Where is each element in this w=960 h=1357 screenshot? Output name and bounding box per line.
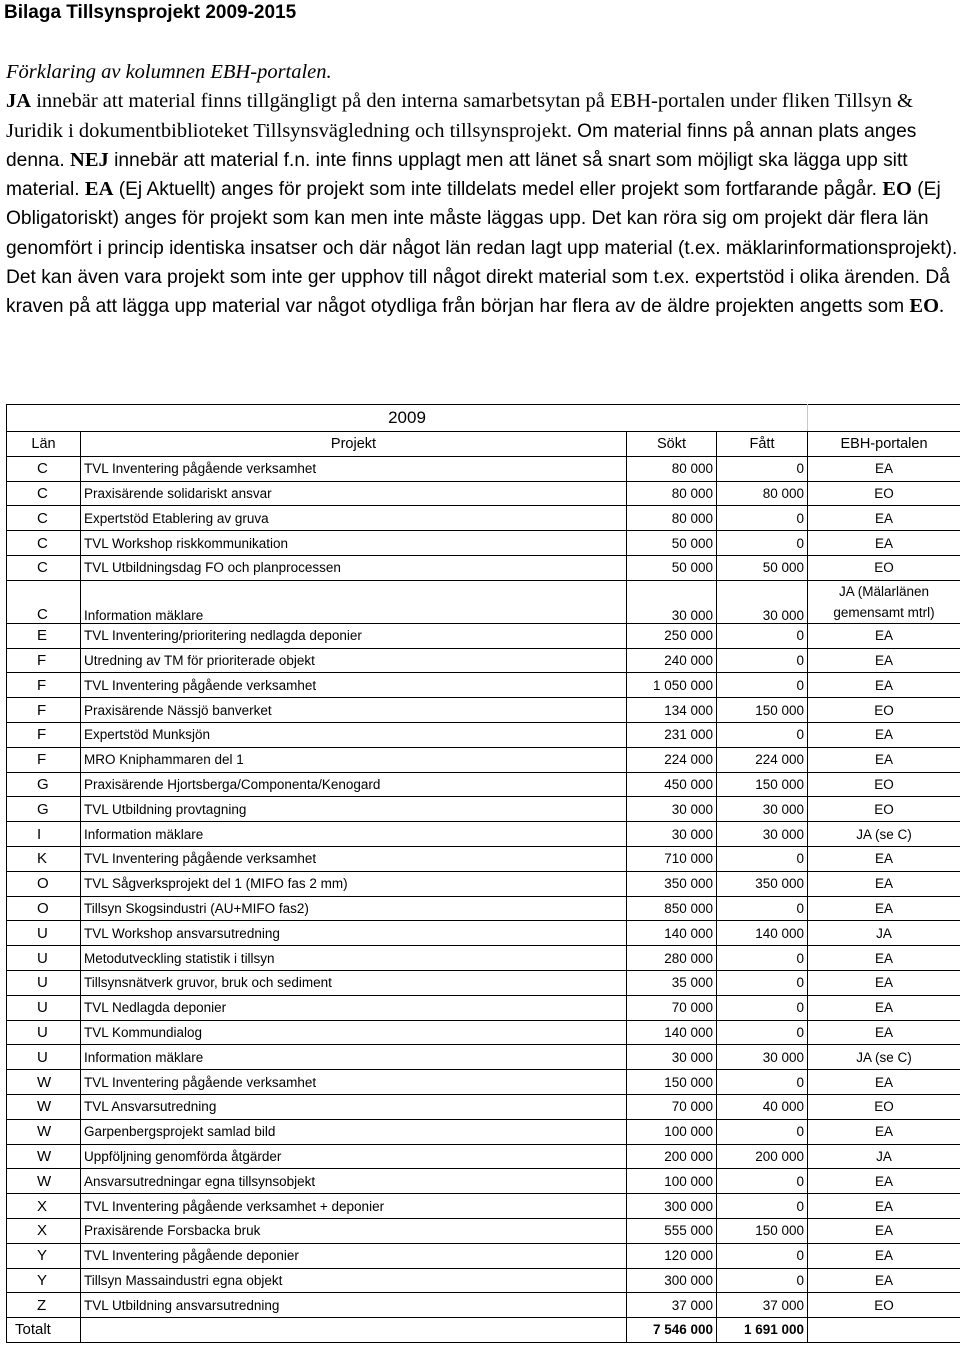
cell-projekt: TVL Ansvarsutredning bbox=[81, 1094, 627, 1119]
cell-lan: W bbox=[7, 1094, 81, 1119]
table-row bbox=[7, 747, 960, 772]
cell-lan: C bbox=[7, 506, 81, 531]
table-row bbox=[7, 481, 960, 506]
cell-sokt: 70 000 bbox=[627, 1094, 717, 1119]
table-row bbox=[7, 580, 960, 623]
cell-lan: I bbox=[7, 822, 81, 847]
table-row bbox=[7, 506, 960, 531]
cell-projekt: Garpenbergsprojekt samlad bild bbox=[81, 1119, 627, 1144]
cell-fatt: 30 000 bbox=[717, 1045, 808, 1070]
cell-projekt: TVL Inventering pågående verksamhet bbox=[81, 846, 627, 871]
table-row bbox=[7, 1243, 960, 1268]
cell-fatt: 0 bbox=[717, 673, 808, 698]
cell-lan: G bbox=[7, 797, 81, 822]
cell-lan: U bbox=[7, 921, 81, 946]
cell-lan: C bbox=[7, 456, 81, 481]
cell-projekt: Information mäklare bbox=[81, 822, 627, 847]
table-row bbox=[7, 1293, 960, 1318]
cell-sokt: 30 000 bbox=[627, 1045, 717, 1070]
total-sokt: 7 546 000 bbox=[627, 1318, 717, 1343]
cell-fatt: 0 bbox=[717, 1070, 808, 1095]
cell-lan: F bbox=[7, 722, 81, 747]
cell-ebh: EA bbox=[808, 896, 960, 921]
cell-projekt: TVL Inventering pågående verksamhet + deponier bbox=[81, 1194, 627, 1219]
cell-fatt: 30 000 bbox=[717, 797, 808, 822]
cell-projekt: TVL Inventering pågående verksamhet bbox=[81, 456, 627, 481]
cell-sokt: 555 000 bbox=[627, 1218, 717, 1243]
table-row bbox=[7, 921, 960, 946]
cell-projekt: Praxisärende Forsbacka bruk bbox=[81, 1218, 627, 1243]
cell-ebh: EA bbox=[808, 747, 960, 772]
cell-ebh: EA bbox=[808, 648, 960, 673]
cell-sokt: 140 000 bbox=[627, 921, 717, 946]
cell-fatt: 0 bbox=[717, 722, 808, 747]
cell-ebh: EA bbox=[808, 1243, 960, 1268]
year-row bbox=[7, 405, 960, 432]
cell-lan: C bbox=[7, 531, 81, 556]
total-blank-cell bbox=[81, 1318, 627, 1343]
cell-projekt: Tillsynsnätverk gruvor, bruk och sediment bbox=[81, 970, 627, 995]
projects-table bbox=[6, 404, 960, 1343]
cell-ebh: JA (se C) bbox=[808, 1045, 960, 1070]
explanation-text: innebär att material finns tillgängligt på den interna samarbetsytan på EBH-portalen under fliken Tillsyn & Juridik i dokumentbiblioteket Tillsynsvägledning och tillsynsprojekt. bbox=[6, 90, 913, 142]
cell-sokt: 35 000 bbox=[627, 970, 717, 995]
cell-lan: F bbox=[7, 747, 81, 772]
total-fatt: 1 691 000 bbox=[717, 1318, 808, 1343]
cell-lan: X bbox=[7, 1194, 81, 1219]
total-label: Totalt bbox=[7, 1318, 81, 1343]
cell-lan: C bbox=[7, 481, 81, 506]
table-row bbox=[7, 1094, 960, 1119]
cell-ebh: EO bbox=[808, 797, 960, 822]
cell-projekt: MRO Kniphammaren del 1 bbox=[81, 747, 627, 772]
cell-ebh: JA bbox=[808, 1144, 960, 1169]
cell-fatt: 50 000 bbox=[717, 555, 808, 580]
cell-fatt: 0 bbox=[717, 531, 808, 556]
cell-projekt: TVL Utbildning ansvarsutredning bbox=[81, 1293, 627, 1318]
cell-sokt: 50 000 bbox=[627, 531, 717, 556]
cell-sokt: 100 000 bbox=[627, 1119, 717, 1144]
cell-sokt: 100 000 bbox=[627, 1169, 717, 1194]
explanation-paragraph bbox=[6, 58, 958, 322]
total-row bbox=[7, 1318, 960, 1343]
cell-fatt: 200 000 bbox=[717, 1144, 808, 1169]
table-row bbox=[7, 772, 960, 797]
cell-projekt: Praxisärende Nässjö banverket bbox=[81, 698, 627, 723]
table-row bbox=[7, 1268, 960, 1293]
cell-lan: W bbox=[7, 1144, 81, 1169]
cell-fatt: 0 bbox=[717, 995, 808, 1020]
table-row bbox=[7, 1070, 960, 1095]
cell-sokt: 30 000 bbox=[627, 822, 717, 847]
cell-ebh: EA bbox=[808, 1070, 960, 1095]
cell-projekt: Praxisärende solidariskt ansvar bbox=[81, 481, 627, 506]
cell-lan: F bbox=[7, 648, 81, 673]
cell-lan: E bbox=[7, 623, 81, 648]
table-year: 2009 bbox=[7, 405, 808, 432]
cell-ebh: EA bbox=[808, 722, 960, 747]
cell-lan: O bbox=[7, 896, 81, 921]
cell-sokt: 80 000 bbox=[627, 481, 717, 506]
cell-lan: C bbox=[7, 580, 81, 623]
cell-sokt: 300 000 bbox=[627, 1194, 717, 1219]
cell-fatt: 224 000 bbox=[717, 747, 808, 772]
cell-sokt: 70 000 bbox=[627, 995, 717, 1020]
cell-lan: U bbox=[7, 946, 81, 971]
table-row bbox=[7, 698, 960, 723]
cell-sokt: 450 000 bbox=[627, 772, 717, 797]
table-body bbox=[7, 456, 960, 1317]
table-row bbox=[7, 797, 960, 822]
explanation-text: . bbox=[939, 295, 945, 318]
cell-projekt: Expertstöd Munksjön bbox=[81, 722, 627, 747]
explanation-text: innebär att material f.n. inte finns upplagt men att länet så snart som möjligt ska lägga upp sitt material. bbox=[6, 149, 908, 201]
cell-projekt: Ansvarsutredningar egna tillsynsobjekt bbox=[81, 1169, 627, 1194]
keyword-term: JA bbox=[6, 90, 32, 113]
table-row bbox=[7, 995, 960, 1020]
cell-ebh: EO bbox=[808, 698, 960, 723]
cell-sokt: 350 000 bbox=[627, 871, 717, 896]
cell-fatt: 0 bbox=[717, 456, 808, 481]
cell-projekt: TVL Workshop riskkommunikation bbox=[81, 531, 627, 556]
cell-lan: U bbox=[7, 1045, 81, 1070]
cell-sokt: 224 000 bbox=[627, 747, 717, 772]
table-row bbox=[7, 1169, 960, 1194]
cell-fatt: 0 bbox=[717, 506, 808, 531]
col-header-projekt: Projekt bbox=[81, 432, 627, 457]
cell-projekt: TVL Workshop ansvarsutredning bbox=[81, 921, 627, 946]
cell-projekt: Metodutveckling statistik i tillsyn bbox=[81, 946, 627, 971]
cell-lan: Y bbox=[7, 1268, 81, 1293]
cell-sokt: 231 000 bbox=[627, 722, 717, 747]
cell-lan: Z bbox=[7, 1293, 81, 1318]
table-row bbox=[7, 822, 960, 847]
cell-projekt: TVL Inventering/prioritering nedlagda deponier bbox=[81, 623, 627, 648]
explanation-text: (Ej Obligatoriskt) anges för projekt som kan men inte måste läggas upp. Det kan röra sig om projekt där flera län genomfört i princip identiska insatser och där något län redan lagt upp material (t.ex. mäklarinformationsprojekt). Det kan även vara projekt som inte ger upphov till något direkt material som t.ex. expertstöd i olika ärenden. Då kraven på att lägga upp material var något otydliga från början har flera av de äldre projekten angetts som bbox=[6, 179, 958, 318]
cell-projekt: Information mäklare bbox=[81, 580, 627, 623]
cell-fatt: 140 000 bbox=[717, 921, 808, 946]
cell-fatt: 37 000 bbox=[717, 1293, 808, 1318]
keyword-term: NEJ bbox=[70, 148, 109, 171]
cell-lan: G bbox=[7, 772, 81, 797]
table-row bbox=[7, 623, 960, 648]
cell-fatt: 0 bbox=[717, 846, 808, 871]
header-row bbox=[7, 432, 960, 457]
cell-lan: W bbox=[7, 1070, 81, 1095]
cell-ebh: EA bbox=[808, 871, 960, 896]
cell-lan: U bbox=[7, 995, 81, 1020]
total-ebh-cell bbox=[808, 1318, 960, 1343]
cell-fatt: 350 000 bbox=[717, 871, 808, 896]
cell-projekt: Praxisärende Hjortsberga/Componenta/Kenogard bbox=[81, 772, 627, 797]
cell-fatt: 80 000 bbox=[717, 481, 808, 506]
cell-ebh: EA bbox=[808, 1119, 960, 1144]
cell-fatt: 30 000 bbox=[717, 580, 808, 623]
cell-lan: U bbox=[7, 970, 81, 995]
cell-projekt: TVL Inventering pågående deponier bbox=[81, 1243, 627, 1268]
cell-ebh: JA (se C) bbox=[808, 822, 960, 847]
cell-ebh: EA bbox=[808, 1268, 960, 1293]
cell-sokt: 50 000 bbox=[627, 555, 717, 580]
keyword-term: EO bbox=[909, 295, 940, 318]
explanation-text: Om material finns på annan plats anges denna. bbox=[6, 120, 917, 171]
cell-fatt: 30 000 bbox=[717, 822, 808, 847]
cell-lan: K bbox=[7, 846, 81, 871]
cell-projekt: Utredning av TM för prioriterade objekt bbox=[81, 648, 627, 673]
cell-sokt: 80 000 bbox=[627, 456, 717, 481]
cell-ebh: EA bbox=[808, 531, 960, 556]
cell-fatt: 0 bbox=[717, 1169, 808, 1194]
cell-fatt: 0 bbox=[717, 1020, 808, 1045]
cell-fatt: 0 bbox=[717, 970, 808, 995]
cell-ebh: EA bbox=[808, 995, 960, 1020]
table-row bbox=[7, 970, 960, 995]
cell-ebh: EA bbox=[808, 946, 960, 971]
cell-sokt: 80 000 bbox=[627, 506, 717, 531]
cell-fatt: 0 bbox=[717, 648, 808, 673]
table-row bbox=[7, 846, 960, 871]
col-header-fatt: Fått bbox=[717, 432, 808, 457]
year-row-blank-cell bbox=[808, 405, 960, 432]
cell-lan: W bbox=[7, 1169, 81, 1194]
table-row bbox=[7, 1218, 960, 1243]
explanation-text: (Ej Aktuellt) anges för projekt som inte tilldelats medel eller projekt som fortfarande pågår. bbox=[113, 179, 883, 201]
cell-lan: F bbox=[7, 698, 81, 723]
table-row bbox=[7, 648, 960, 673]
cell-sokt: 37 000 bbox=[627, 1293, 717, 1318]
cell-fatt: 0 bbox=[717, 1119, 808, 1144]
table-row bbox=[7, 531, 960, 556]
cell-ebh: EA bbox=[808, 1169, 960, 1194]
cell-ebh: JA bbox=[808, 921, 960, 946]
cell-projekt: TVL Inventering pågående verksamhet bbox=[81, 1070, 627, 1095]
cell-ebh: EO bbox=[808, 1094, 960, 1119]
cell-ebh: EA bbox=[808, 970, 960, 995]
cell-sokt: 250 000 bbox=[627, 623, 717, 648]
cell-ebh: EO bbox=[808, 1293, 960, 1318]
cell-projekt: Expertstöd Etablering av gruva bbox=[81, 506, 627, 531]
cell-fatt: 150 000 bbox=[717, 1218, 808, 1243]
cell-ebh: EA bbox=[808, 673, 960, 698]
col-header-sokt: Sökt bbox=[627, 432, 717, 457]
col-header-lan: Län bbox=[7, 432, 81, 457]
table-row bbox=[7, 896, 960, 921]
cell-sokt: 120 000 bbox=[627, 1243, 717, 1268]
cell-sokt: 150 000 bbox=[627, 1070, 717, 1095]
cell-sokt: 850 000 bbox=[627, 896, 717, 921]
cell-ebh: EA bbox=[808, 506, 960, 531]
table-row bbox=[7, 1119, 960, 1144]
page-title: Bilaga Tillsynsprojekt 2009-2015 bbox=[4, 2, 297, 23]
table-row bbox=[7, 722, 960, 747]
cell-fatt: 0 bbox=[717, 1268, 808, 1293]
table-row bbox=[7, 456, 960, 481]
cell-ebh: EA bbox=[808, 846, 960, 871]
cell-projekt: TVL Nedlagda deponier bbox=[81, 995, 627, 1020]
explanation-heading: Förklaring av kolumnen EBH-portalen. bbox=[6, 61, 332, 83]
cell-ebh: EO bbox=[808, 481, 960, 506]
cell-sokt: 1 050 000 bbox=[627, 673, 717, 698]
cell-projekt: TVL Kommundialog bbox=[81, 1020, 627, 1045]
cell-sokt: 710 000 bbox=[627, 846, 717, 871]
cell-lan: X bbox=[7, 1218, 81, 1243]
cell-ebh: EA bbox=[808, 1020, 960, 1045]
cell-sokt: 200 000 bbox=[627, 1144, 717, 1169]
cell-fatt: 150 000 bbox=[717, 772, 808, 797]
keyword-term: EO bbox=[882, 178, 912, 201]
keyword-term: EA bbox=[84, 178, 114, 201]
cell-sokt: 134 000 bbox=[627, 698, 717, 723]
cell-sokt: 30 000 bbox=[627, 580, 717, 623]
cell-lan: O bbox=[7, 871, 81, 896]
table-row bbox=[7, 1020, 960, 1045]
cell-projekt: Tillsyn Skogsindustri (AU+MIFO fas2) bbox=[81, 896, 627, 921]
cell-sokt: 30 000 bbox=[627, 797, 717, 822]
table-row bbox=[7, 871, 960, 896]
cell-ebh: EA bbox=[808, 1218, 960, 1243]
cell-projekt: Tillsyn Massaindustri egna objekt bbox=[81, 1268, 627, 1293]
cell-fatt: 0 bbox=[717, 1194, 808, 1219]
cell-fatt: 0 bbox=[717, 623, 808, 648]
cell-lan: U bbox=[7, 1020, 81, 1045]
cell-lan: Y bbox=[7, 1243, 81, 1268]
cell-fatt: 0 bbox=[717, 896, 808, 921]
cell-ebh: JA (Mälarlänen gemensamt mtrl) bbox=[808, 580, 960, 623]
cell-ebh: EA bbox=[808, 1194, 960, 1219]
cell-fatt: 150 000 bbox=[717, 698, 808, 723]
cell-fatt: 40 000 bbox=[717, 1094, 808, 1119]
cell-projekt: Uppföljning genomförda åtgärder bbox=[81, 1144, 627, 1169]
cell-lan: C bbox=[7, 555, 81, 580]
cell-projekt: Information mäklare bbox=[81, 1045, 627, 1070]
table-row bbox=[7, 946, 960, 971]
table-row bbox=[7, 555, 960, 580]
cell-sokt: 300 000 bbox=[627, 1268, 717, 1293]
cell-projekt: TVL Utbildning provtagning bbox=[81, 797, 627, 822]
cell-lan: W bbox=[7, 1119, 81, 1144]
cell-ebh: EA bbox=[808, 456, 960, 481]
table-row bbox=[7, 673, 960, 698]
cell-sokt: 140 000 bbox=[627, 1020, 717, 1045]
cell-sokt: 280 000 bbox=[627, 946, 717, 971]
explanation-body bbox=[6, 90, 957, 317]
cell-sokt: 240 000 bbox=[627, 648, 717, 673]
col-header-ebh: EBH-portalen bbox=[808, 432, 960, 457]
cell-lan: F bbox=[7, 673, 81, 698]
cell-fatt: 0 bbox=[717, 946, 808, 971]
cell-ebh: EA bbox=[808, 623, 960, 648]
table-row bbox=[7, 1045, 960, 1070]
cell-fatt: 0 bbox=[717, 1243, 808, 1268]
cell-ebh: EO bbox=[808, 772, 960, 797]
table-row bbox=[7, 1144, 960, 1169]
cell-projekt: TVL Sågverksprojekt del 1 (MIFO fas 2 mm) bbox=[81, 871, 627, 896]
cell-ebh: EO bbox=[808, 555, 960, 580]
cell-projekt: TVL Inventering pågående verksamhet bbox=[81, 673, 627, 698]
cell-projekt: TVL Utbildningsdag FO och planprocessen bbox=[81, 555, 627, 580]
table-row bbox=[7, 1194, 960, 1219]
